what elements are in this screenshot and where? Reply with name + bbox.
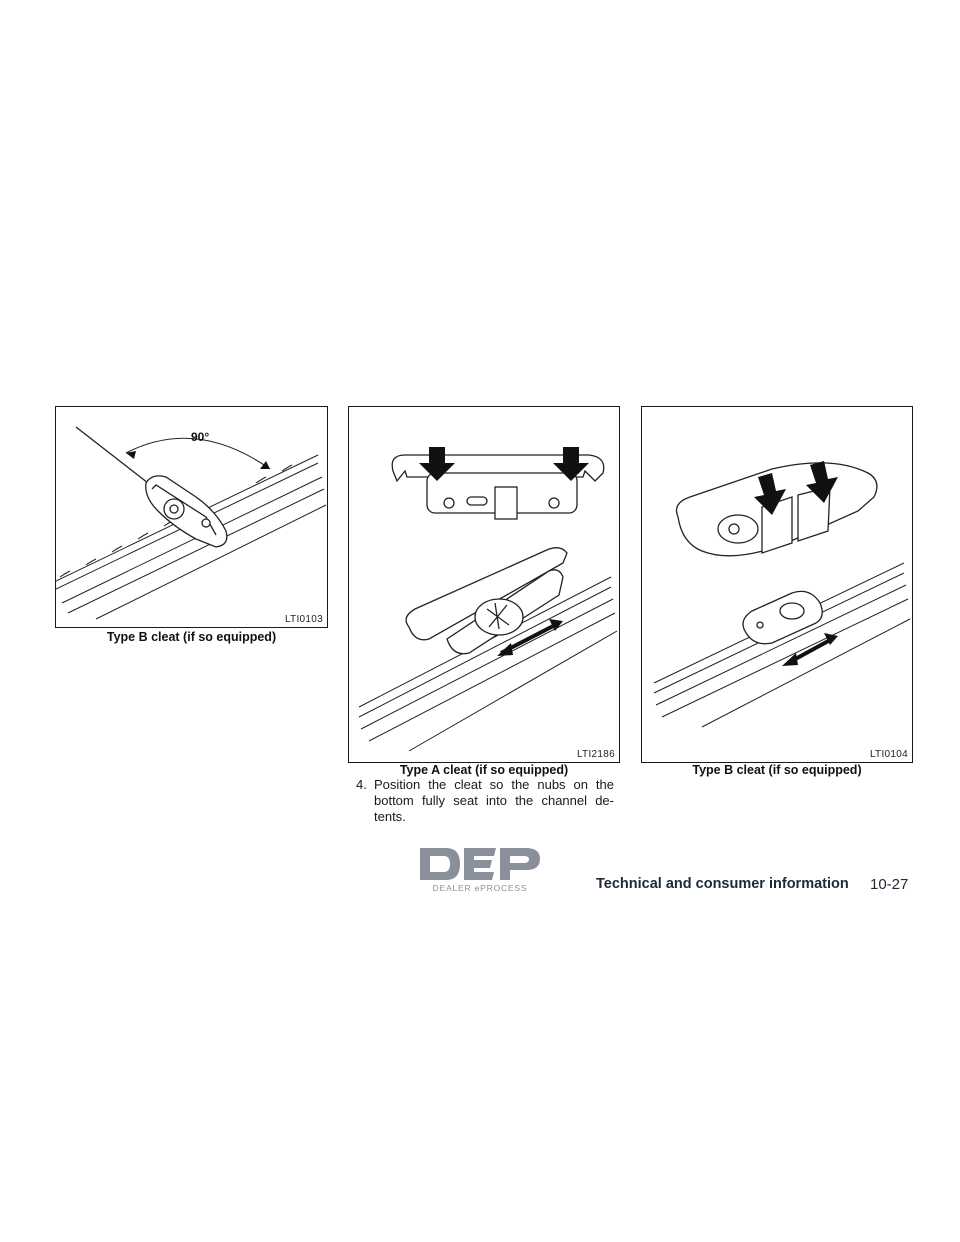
section-title: Technical and consumer information xyxy=(596,876,849,892)
figure-code: LTI0103 xyxy=(284,614,323,625)
instruction-step-4 xyxy=(356,777,614,825)
type-b-cleat-illustration xyxy=(642,407,914,764)
figure-caption: Type B cleat (if so equipped) xyxy=(106,630,277,644)
step-line-3: tents. xyxy=(374,809,406,824)
page-number: 10-27 xyxy=(870,876,909,893)
step-line-1: Position the cleat so the nubs on the xyxy=(374,777,614,792)
figure-code: LTI2186 xyxy=(576,749,615,760)
logo-tagline: DEALER ePROCESS xyxy=(432,883,528,893)
figure-code: LTI0104 xyxy=(869,749,908,760)
angle-label: 90° xyxy=(191,430,210,444)
figure-type-a-cleat xyxy=(348,406,620,763)
figure-caption: Type B cleat (if so equipped) xyxy=(692,763,862,777)
type-a-cleat-illustration xyxy=(349,407,621,764)
figure-type-b-cleat-angle xyxy=(55,406,328,628)
dealer-eprocess-logo xyxy=(416,846,544,894)
figure-type-b-cleat-slide xyxy=(641,406,913,763)
step-number: 4. xyxy=(356,777,367,792)
cleat-rail-angle-illustration xyxy=(56,407,329,629)
step-line-2: bottom fully seat into the channel de- xyxy=(374,793,614,808)
figure-caption: Type A cleat (if so equipped) xyxy=(399,763,569,777)
